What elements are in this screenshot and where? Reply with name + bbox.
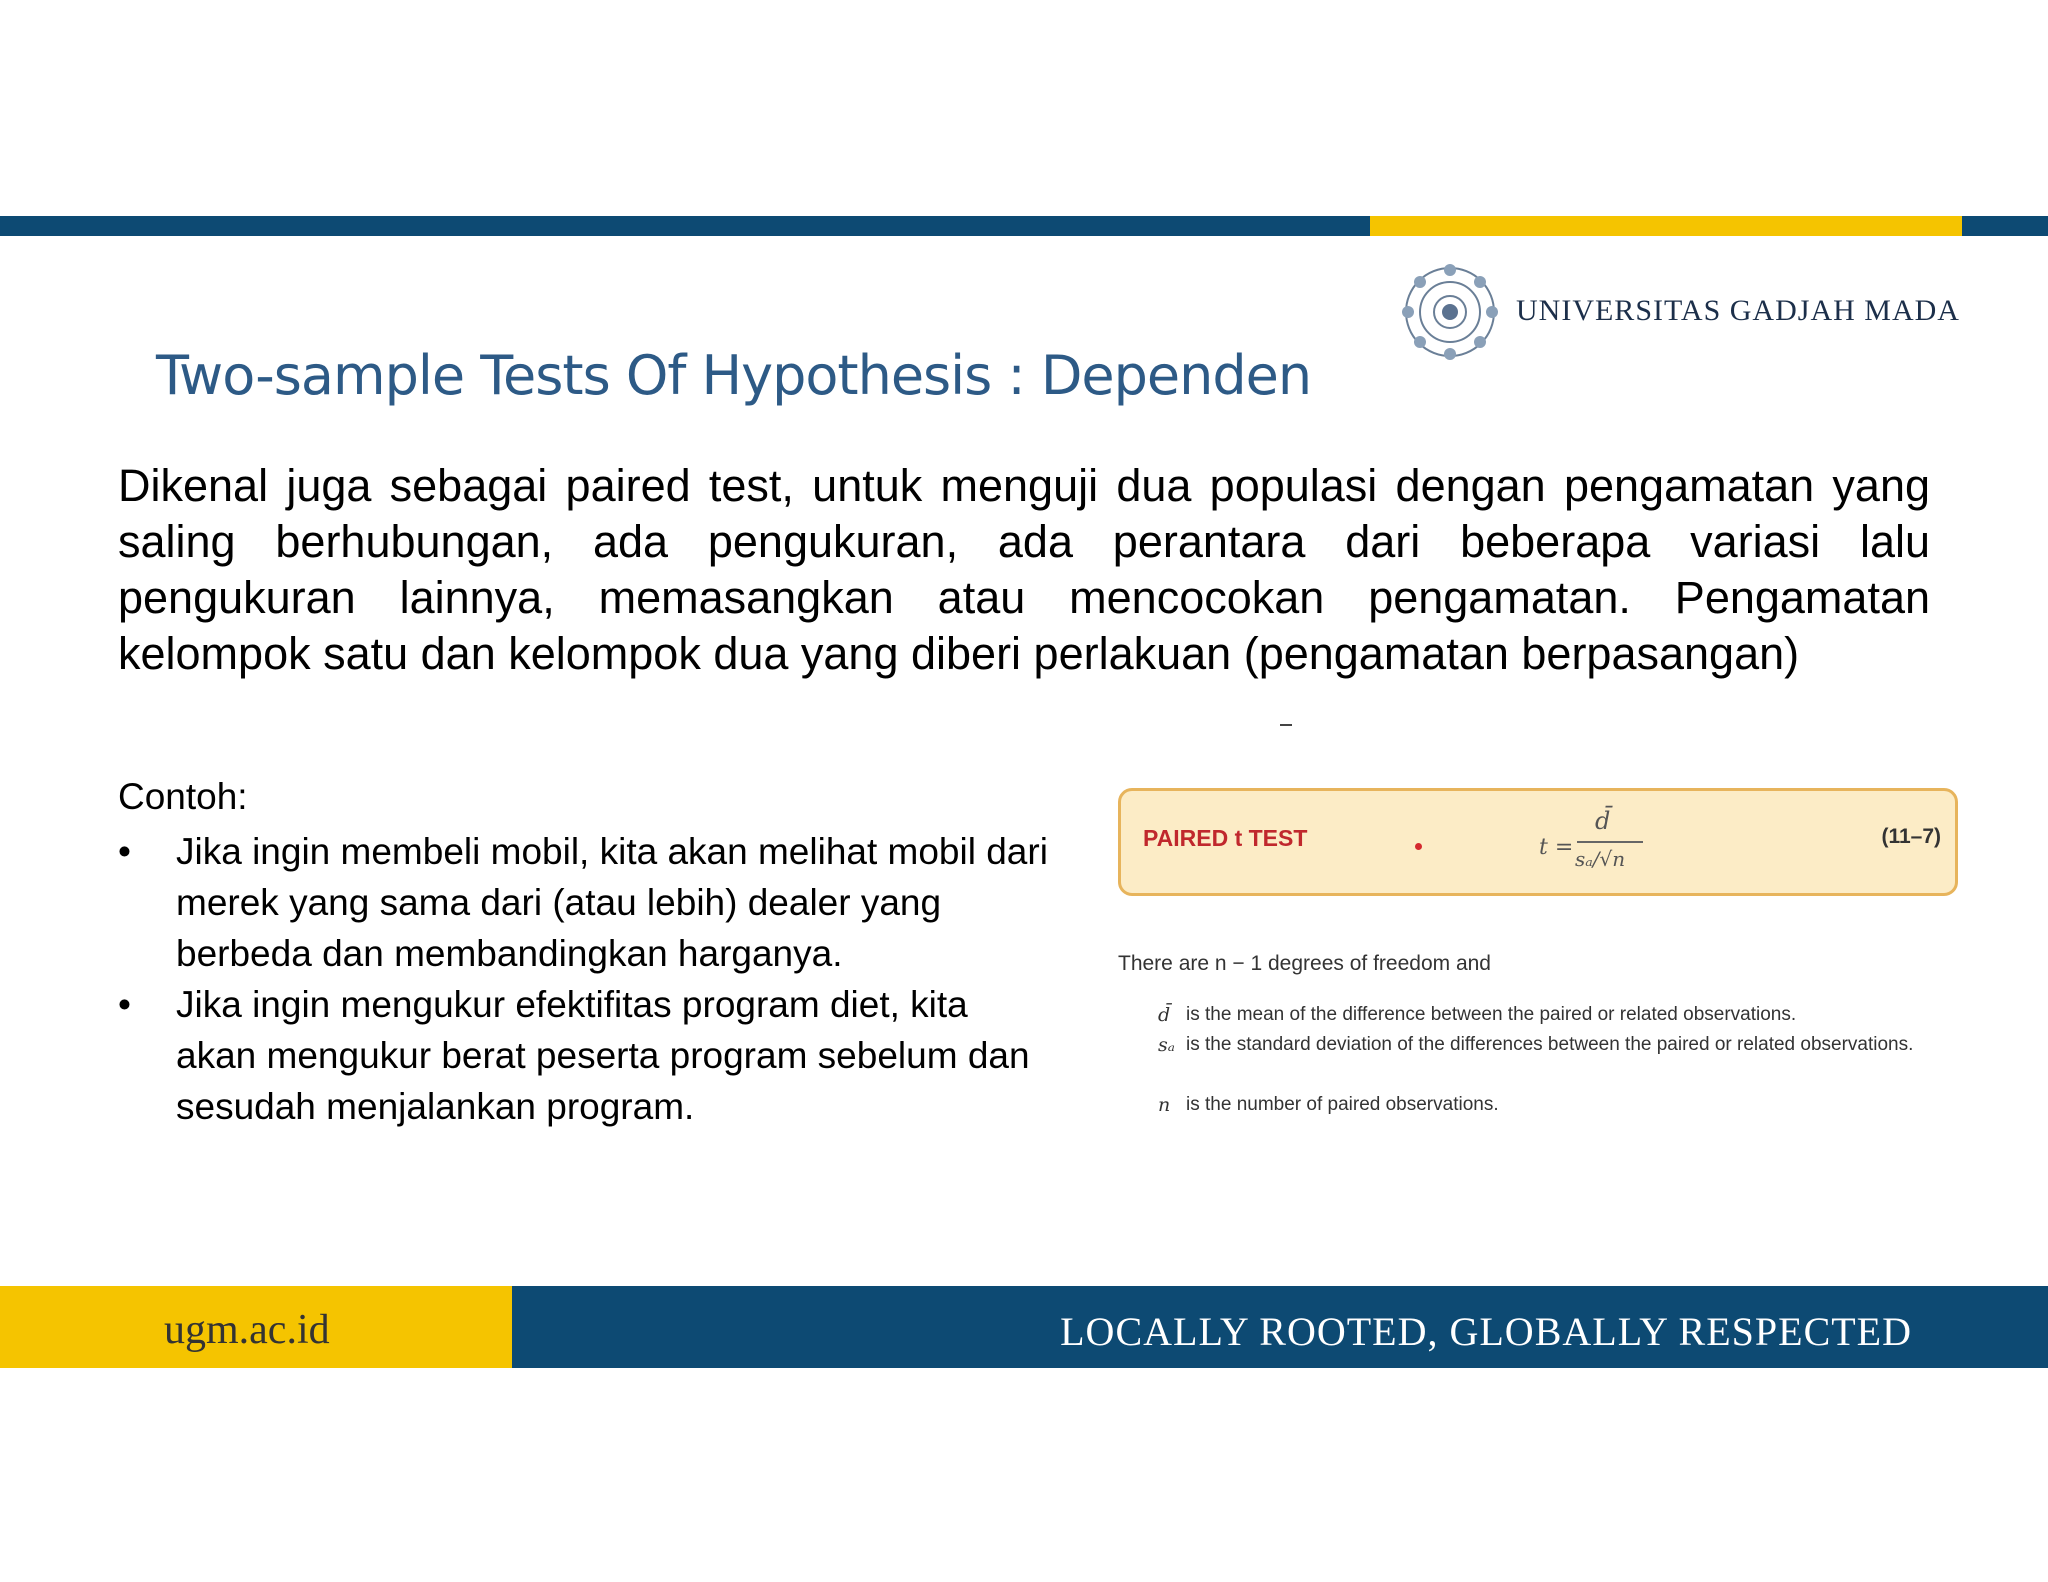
definition-item [1158, 1090, 1954, 1120]
slide-title: Two-sample Tests Of Hypothesis : Dependen [156, 344, 1312, 407]
formula-numerator: d̄ [1595, 807, 1611, 835]
formula-label: PAIRED t TEST [1143, 825, 1308, 851]
definition-symbol: n [1158, 1094, 1171, 1116]
definition-text: is the mean of the difference between the paired or related observations. [1186, 1004, 1797, 1025]
red-dot-marker [1415, 843, 1422, 850]
list-item-text: Jika ingin mengukur efektifitas program diet, kita akan mengukur berat peserta program sebelum dan sesudah menjalankan program. [176, 984, 1030, 1127]
university-seal-logo [1400, 262, 1500, 362]
definition-symbol: sₐ [1158, 1034, 1175, 1056]
bullet-symbol: • [118, 984, 131, 1025]
definition-text: is the number of paired observations. [1186, 1094, 1499, 1115]
university-name: UNIVERSITAS GADJAH MADA [1516, 294, 1960, 327]
definition-text: is the standard deviation of the differences between the paired or related observations. [1186, 1034, 1914, 1055]
example-heading: Contoh: [118, 776, 248, 817]
definition-item [1158, 1030, 1954, 1060]
equation-number: (11–7) [1881, 825, 1941, 848]
list-item-text: Jika ingin membeli mobil, kita akan melihat mobil dari merek yang sama dari (atau lebih) dealer yang berbeda dan membandingkan harganya. [176, 831, 1048, 974]
bullet-symbol: • [118, 831, 131, 872]
footer-url: ugm.ac.id [164, 1307, 330, 1353]
stray-dash [1280, 724, 1292, 726]
formula-denominator: sₐ/√n [1575, 847, 1626, 871]
formula-lhs: t = [1539, 835, 1574, 860]
top-accent-bar-yellow [1370, 216, 1962, 236]
intro-paragraph: Dikenal juga sebagai paired test, untuk menguji dua populasi dengan pengamatan yang saling berhubungan, ada pengukuran, ada perantara dari beberapa variasi lalu pengukuran lainnya, memasangkan atau mencocokan pengamatan. Pengamatan kelompok satu dan kelompok dua yang diberi perlakuan (pengamatan berpasangan) [118, 460, 1930, 679]
footer-slogan: LOCALLY ROOTED, GLOBALLY RESPECTED [1060, 1309, 1912, 1354]
formula-box [1118, 788, 1958, 896]
fraction-bar [1577, 841, 1643, 843]
definition-item [1158, 1000, 1954, 1030]
example-list [118, 826, 1048, 1132]
definition-symbol: d̄ [1158, 1004, 1171, 1026]
list-item [118, 979, 1048, 1132]
list-item [118, 826, 1048, 979]
definitions-intro: There are n − 1 degrees of freedom and [1118, 952, 1491, 975]
paired-t-formula [1539, 805, 1659, 885]
